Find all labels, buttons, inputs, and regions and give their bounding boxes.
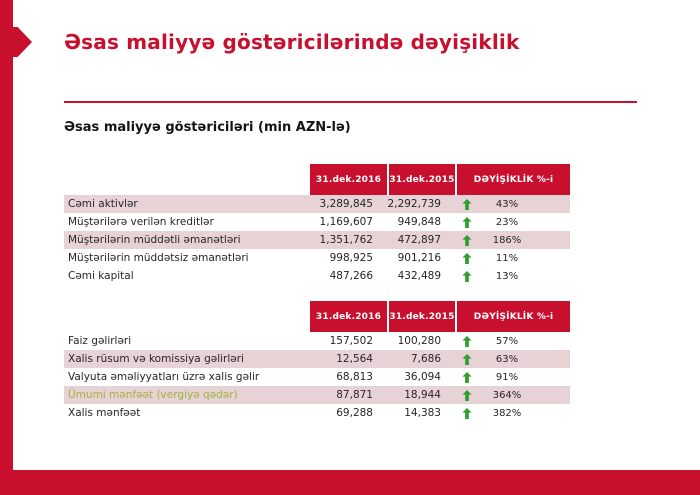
row-label: Cəmi kapital (68, 270, 134, 282)
value-2015: 18,944 (404, 389, 441, 401)
header-date-2015: 31.dek.2015 (387, 301, 455, 332)
arrow-right-icon (0, 27, 32, 57)
value-2015: 100,280 (397, 335, 441, 347)
table-row (64, 350, 570, 368)
up-arrow-icon (462, 199, 472, 210)
table-row (64, 213, 570, 231)
up-arrow-icon (462, 390, 472, 401)
row-label: Müştərilərə verilən kreditlər (68, 216, 214, 228)
up-arrow-icon (462, 408, 472, 419)
up-arrow-icon (462, 336, 472, 347)
header-date-2016: 31.dek.2016 (310, 164, 387, 195)
value-2015: 36,094 (404, 371, 441, 383)
value-2015: 432,489 (397, 270, 441, 282)
value-2015: 472,897 (397, 234, 441, 246)
up-arrow-icon (462, 253, 472, 264)
change-cell (455, 267, 570, 285)
change-percent: 57% (495, 335, 519, 347)
change-percent: 43% (495, 198, 519, 210)
table-row (64, 404, 570, 422)
change-cell (455, 332, 570, 350)
up-arrow-icon (462, 271, 472, 282)
up-arrow-icon (462, 217, 472, 228)
row-label: Valyuta əməliyyatları üzrə xalis gəlir (68, 371, 260, 383)
value-2015: 901,216 (397, 252, 441, 264)
value-2015: 2,292,739 (387, 198, 441, 210)
value-2015: 14,383 (404, 407, 441, 419)
table-row (64, 249, 570, 267)
change-cell (455, 368, 570, 386)
change-cell (455, 231, 570, 249)
financial-table-balance (64, 164, 570, 285)
row-label: Faiz gəlirləri (68, 335, 132, 347)
row-label: Xalis rüsum və komissiya gəlirləri (68, 353, 244, 365)
table-row (64, 332, 570, 350)
value-2016: 12,564 (336, 353, 373, 365)
value-2016: 487,266 (329, 270, 373, 282)
change-cell (455, 386, 570, 404)
up-arrow-icon (462, 372, 472, 383)
change-cell (455, 195, 570, 213)
header-change: DƏYİŞİKLİK %-i (455, 301, 570, 332)
table-header-row (64, 164, 570, 195)
slide-title: Əsas maliyyə göstəricilərində dəyişiklik (64, 30, 520, 54)
value-2016: 69,288 (336, 407, 373, 419)
change-cell (455, 213, 570, 231)
header-spacer (64, 164, 310, 195)
table-row (64, 368, 570, 386)
table-row (64, 386, 570, 404)
row-label: Müştərilərin müddətli əmanətləri (68, 234, 241, 246)
change-percent: 63% (495, 353, 519, 365)
financial-table-income (64, 301, 570, 422)
change-cell (455, 249, 570, 267)
value-2015: 7,686 (410, 353, 441, 365)
section-heading: Əsas maliyyə göstəriciləri (min AZN-lə) (64, 120, 351, 135)
change-percent: 186% (492, 234, 522, 246)
table-row (64, 231, 570, 249)
change-percent: 364% (492, 389, 522, 401)
value-2016: 157,502 (329, 335, 373, 347)
change-percent: 13% (495, 270, 519, 282)
title-divider (64, 101, 637, 103)
table-header-row (64, 301, 570, 332)
row-label: Ümumi mənfəət (vergiyə qədər) (68, 389, 238, 401)
value-2016: 998,925 (329, 252, 373, 264)
value-2015: 949,848 (397, 216, 441, 228)
header-change: DƏYİŞİKLİK %-i (455, 164, 570, 195)
change-cell (455, 350, 570, 368)
value-2016: 1,351,762 (319, 234, 373, 246)
value-2016: 1,169,607 (319, 216, 373, 228)
change-percent: 11% (495, 252, 519, 264)
table-row (64, 267, 570, 285)
value-2016: 3,289,845 (319, 198, 373, 210)
row-label: Xalis mənfəət (68, 407, 141, 419)
left-accent-strip (0, 0, 13, 495)
value-2016: 68,813 (336, 371, 373, 383)
up-arrow-icon (462, 354, 472, 365)
header-spacer (64, 301, 310, 332)
change-percent: 382% (492, 407, 522, 419)
table-row (64, 195, 570, 213)
row-label: Cəmi aktivlər (68, 198, 138, 210)
up-arrow-icon (462, 235, 472, 246)
change-percent: 91% (495, 371, 519, 383)
bottom-accent-bar (0, 470, 700, 495)
change-percent: 23% (495, 216, 519, 228)
change-cell (455, 404, 570, 422)
value-2016: 87,871 (336, 389, 373, 401)
header-date-2016: 31.dek.2016 (310, 301, 387, 332)
row-label: Müştərilərin müddətsiz əmanətləri (68, 252, 249, 264)
header-date-2015: 31.dek.2015 (387, 164, 455, 195)
